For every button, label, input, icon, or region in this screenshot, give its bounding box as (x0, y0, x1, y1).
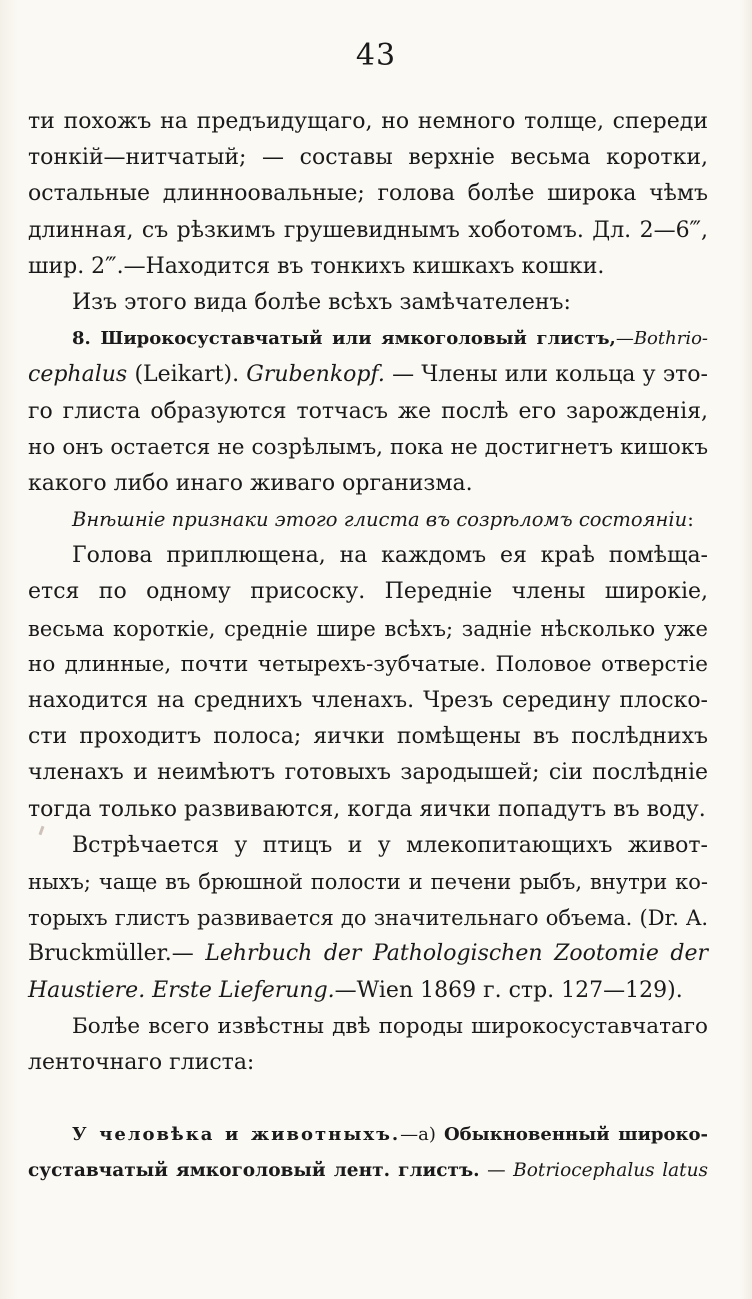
text-segment: ется по одному присоску. Передніе члены широкіе, (28, 579, 708, 605)
text-segment: Bruckmüller.— (28, 941, 206, 967)
text-line (28, 104, 708, 140)
text-segment: тонкій—нитчатый; — составы верхніе весьма коротки, (28, 145, 708, 171)
text-line (28, 213, 708, 249)
text-segment: сти проходитъ полоса; яички помѣщены въ послѣднихъ (28, 724, 708, 750)
text-line (28, 1009, 708, 1045)
text-segment: — Члены или кольца у это- (384, 362, 708, 388)
page-number: 43 (355, 38, 397, 73)
text-segment: суставчатый ямкоголовый лент. глистъ. (28, 1160, 480, 1182)
text-segment: У человѣка и животныхъ. (72, 1124, 401, 1146)
text-line (28, 140, 708, 176)
text-line (28, 430, 708, 466)
text-line (28, 1117, 708, 1153)
text-segment: Haustiere. Erste Lieferung. (28, 977, 335, 1003)
text-line (28, 683, 708, 719)
body-text (28, 104, 708, 1189)
text-segment: находится на среднихъ членахъ. Чрезъ середину плоско- (28, 688, 708, 713)
text-line (28, 1045, 708, 1081)
text-segment: длинная, съ рѣзкимъ грушевиднымъ хоботомъ. Дл. 2—6‴, (28, 217, 708, 243)
text-segment: Bothrio- (633, 328, 708, 350)
text-line (28, 973, 708, 1009)
text-line (28, 864, 708, 900)
text-segment: ленточнаго глиста: (28, 1049, 255, 1075)
text-line (28, 249, 708, 285)
text-line (28, 321, 708, 357)
text-segment: Голова приплющена, на каждомъ ея краѣ помѣща- (72, 543, 708, 569)
text-segment: : (687, 508, 694, 532)
text-segment: —Wien 1869 г. стр. 127—129). (334, 977, 683, 1003)
text-line (28, 792, 708, 828)
text-line (28, 466, 708, 502)
text-line (28, 394, 708, 430)
text-line (28, 574, 708, 610)
text-segment: Обыкновенный широко- (444, 1124, 708, 1146)
text-segment: Grubenkopf. (246, 362, 385, 388)
text-segment: 8. Широкосуставчатый или ямкоголовый глистъ, (72, 328, 616, 350)
text-segment: Болѣе всего извѣстны двѣ породы широкосуставчатаго (72, 1013, 708, 1039)
text-line (28, 611, 708, 647)
text-line (28, 285, 708, 321)
text-line (28, 1081, 708, 1117)
text-line (28, 176, 708, 212)
text-segment: ти похожъ на предъидущаго, но немного толще, спереди (28, 109, 708, 134)
text-line (28, 538, 708, 574)
text-line (28, 357, 708, 393)
text-segment: но длинные, почти четырехъ-зубчатые. Половое отверстіе (28, 651, 708, 677)
text-line (28, 502, 708, 538)
text-line (28, 755, 708, 791)
text-segment: — (479, 1160, 514, 1182)
text-segment: Внѣшніе признаки этого глиста въ созрѣломъ состояніи (72, 508, 688, 532)
text-segment: Встрѣчается у птицъ и у млекопитающихъ живот- (72, 832, 708, 858)
text-segment: членахъ и неимѣютъ готовыхъ зародышей; сіи послѣдніе (28, 760, 708, 786)
text-segment: Botriocephalus latus (513, 1160, 708, 1182)
text-segment: cephalus (28, 362, 128, 388)
text-segment: —а) (400, 1124, 444, 1146)
text-line (28, 719, 708, 755)
text-line (28, 828, 708, 864)
text-segment: весьма короткіе, средніе шире всѣхъ; задніе нѣсколько уже (28, 616, 708, 641)
text-line (28, 647, 708, 683)
text-segment: какого либо инаго живаго организма. (28, 470, 473, 496)
text-segment: — (615, 328, 634, 350)
text-segment: Изъ этого вида болѣе всѣхъ замѣчателенъ: (72, 289, 571, 315)
text-line (28, 936, 708, 972)
text-segment: (Leikart). (127, 362, 247, 388)
text-segment: ныхъ; чаще въ брюшной полости и печени рыбъ, внутри ко- (28, 869, 708, 894)
text-segment: остальные длинноовальные; голова болѣе широка чѣмъ (28, 181, 708, 207)
text-line (28, 900, 708, 936)
text-segment: но онъ остается не созрѣлымъ, пока не достигнетъ кишокъ (28, 434, 708, 460)
text-line (28, 1153, 708, 1189)
text-segment: Lehrbuch der Pathologischen Zootomie der (205, 941, 708, 967)
text-segment: шир. 2‴.—Находится въ тонкихъ кишкахъ кошки. (28, 253, 605, 279)
text-segment: тогда только развиваются, когда яички попадутъ въ воду. (28, 796, 706, 822)
text-segment: торыхъ глистъ развивается до значительнаго объема. (Dr. A. (28, 906, 708, 931)
text-segment: го глиста образуются тотчасъ же послѣ его зарожденія, (28, 398, 708, 424)
